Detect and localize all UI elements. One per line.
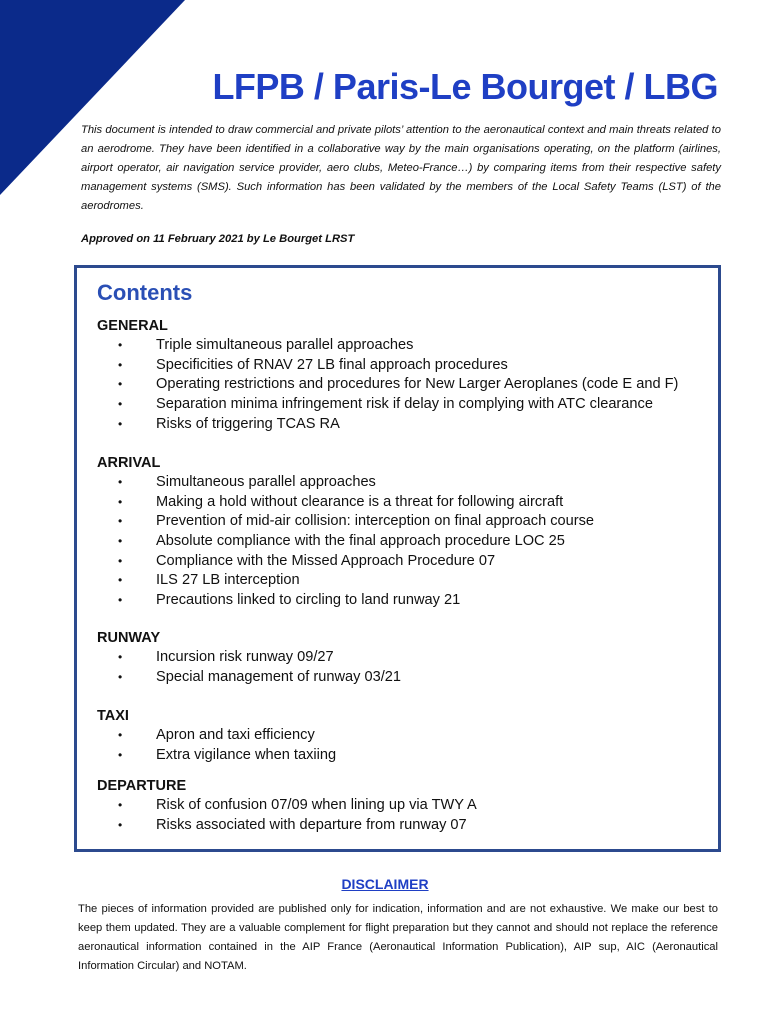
bullet-icon: • [118, 338, 123, 352]
list-item [97, 648, 401, 668]
list-item [97, 512, 594, 532]
intro-paragraph: This document is intended to draw commercial and private pilots’ attention to the aeronautical context and main threats related to an aerodrome. They have been identified in a collaborative way by the main organisations operating, on the platform (airlines, airport operator, air navigation service provider, aero clubs, Meteo-France…) by comparing items from their respective safety management systems (SMS). Such information has been validated by the members of the Local Safety Teams (LST) of the aerodromes. [81, 124, 721, 212]
contents-section-general [97, 317, 678, 434]
section-list [97, 648, 401, 687]
list-item-text: Prevention of mid-air collision: interception on final approach course [156, 513, 595, 530]
list-item [97, 591, 594, 611]
list-item-text: Risk of confusion 07/09 when lining up via TWY A [156, 797, 477, 813]
bullet-icon: • [118, 747, 123, 762]
section-heading: TAXI [97, 708, 129, 724]
list-item-text: Making a hold without clearance is a threat for following aircraft [156, 493, 564, 510]
list-item [97, 552, 594, 572]
list-item-text: Simultaneous parallel approaches [156, 474, 376, 490]
bullet-icon: • [118, 650, 123, 664]
disclaimer-text: The pieces of information provided are published only for indication, information and are not exhaustive. We make our best to keep them updated. They are a valuable complement for flight preparation but they cannot and should not replace the reference aeronautical information contained in the AIP France (Aeronautical Information Publication), AIP sup, AIC (Aeronautical Information Circular) and NOTAM. [78, 903, 718, 972]
list-item [97, 746, 336, 766]
list-item-text: Risks associated with departure from runway 07 [156, 816, 467, 833]
list-item [97, 415, 678, 435]
list-item [97, 532, 594, 552]
list-item [97, 571, 594, 591]
contents-section-runway [97, 629, 401, 687]
section-list [97, 473, 594, 611]
list-item-text: ILS 27 LB interception [156, 572, 300, 589]
bullet-icon: • [118, 475, 123, 489]
disclaimer-title: DISCLAIMER [341, 876, 429, 892]
bullet-icon: • [118, 357, 123, 372]
contents-box [74, 265, 721, 852]
list-item [97, 473, 594, 493]
contents-section-departure [97, 777, 477, 835]
list-item-text: Apron and taxi efficiency [156, 727, 315, 743]
bullet-icon: • [118, 397, 123, 412]
bullet-icon: • [118, 494, 123, 509]
bullet-icon: • [118, 593, 123, 608]
section-list [97, 796, 477, 835]
list-item [97, 356, 678, 376]
list-item-text: Special management of runway 03/21 [156, 668, 402, 685]
contents-section-taxi [97, 707, 336, 765]
list-item-text: Risks of triggering TCAS RA [156, 415, 340, 432]
bullet-icon: • [118, 416, 123, 431]
bullet-icon: • [118, 798, 123, 812]
list-item [97, 726, 336, 746]
list-item-text: Operating restrictions and procedures for New Larger Aeroplanes (code E and F) [156, 376, 679, 393]
list-item [97, 796, 477, 816]
list-item [97, 668, 401, 688]
list-item [97, 336, 678, 356]
list-item [97, 493, 594, 513]
bullet-icon: • [118, 817, 123, 832]
bullet-icon: • [118, 728, 123, 742]
section-heading: RUNWAY [97, 630, 161, 646]
list-item-text: Separation minima infringement risk if delay in complying with ATC clearance [156, 396, 653, 413]
contents-section-arrival [97, 454, 594, 611]
list-item [97, 375, 678, 395]
list-item [97, 816, 477, 836]
section-heading: GENERAL [97, 318, 168, 334]
bullet-icon: • [118, 573, 123, 588]
bullet-icon: • [118, 669, 123, 684]
list-item-text: Triple simultaneous parallel approaches [156, 337, 414, 353]
section-list [97, 726, 336, 765]
list-item-text: Absolute compliance with the final approach procedure LOC 25 [156, 533, 565, 550]
list-item-text: Precautions linked to circling to land runway 21 [156, 592, 461, 609]
section-heading: DEPARTURE [97, 778, 187, 794]
bullet-icon: • [118, 553, 123, 568]
bullet-icon: • [118, 514, 123, 529]
bullet-icon: • [118, 377, 123, 392]
list-item-text: Compliance with the Missed Approach Procedure 07 [156, 552, 496, 569]
list-item-text: Specificities of RNAV 27 LB final approach procedures [156, 356, 508, 373]
list-item [97, 395, 678, 415]
list-item-text: Incursion risk runway 09/27 [156, 649, 334, 665]
section-heading: ARRIVAL [97, 455, 161, 471]
contents-title: Contents [97, 280, 193, 305]
page-title: LFPB / Paris-Le Bourget / LBG [212, 66, 718, 107]
section-list [97, 336, 678, 434]
approval-note: Approved on 11 February 2021 by Le Bourget LRST [81, 233, 355, 245]
list-item-text: Extra vigilance when taxiing [156, 746, 337, 763]
bullet-icon: • [118, 534, 123, 549]
